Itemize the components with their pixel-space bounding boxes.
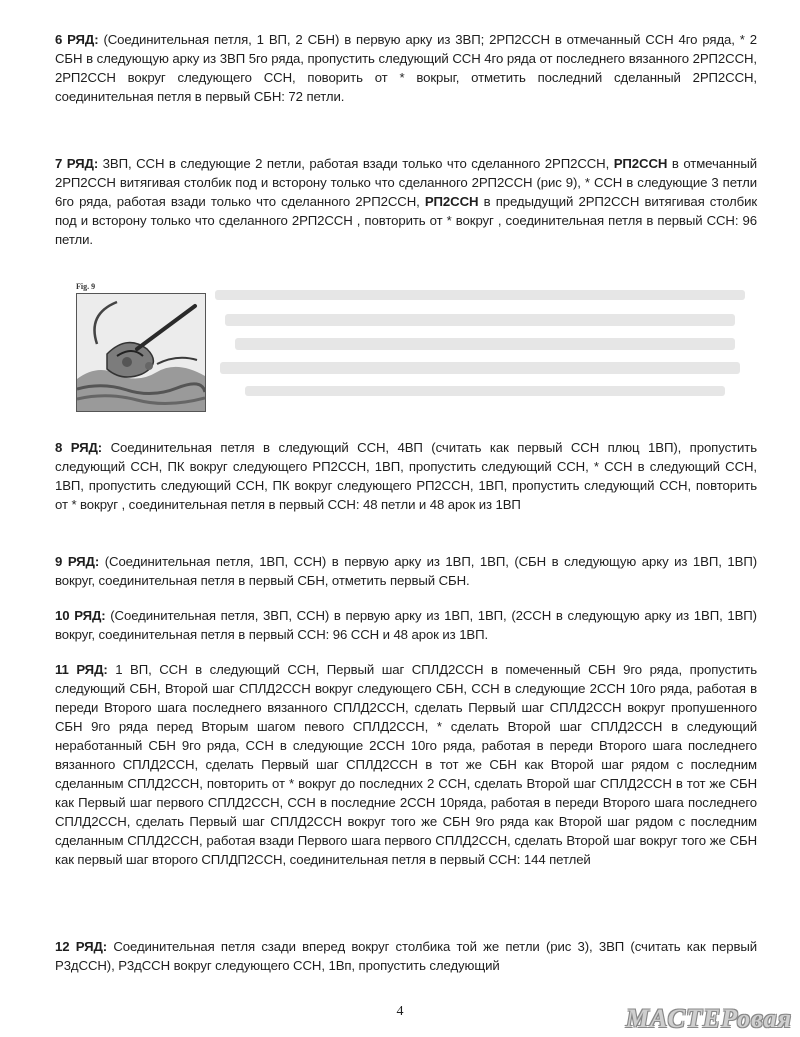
row-9-heading: 9 РЯД: [55, 554, 100, 569]
row-9-text: (Соединительная петля, 1ВП, ССН) в первую арку из 1ВП, 1ВП, (СБН в следующую арку из 1ВП, 1ВП) вокруг, соединительная петля в первый СБН, отметить первый СБН. [55, 554, 757, 588]
row-12-text: Соединительная петля сзади вперед вокруг столбика той же петли (рис 3), 3ВП (считать как первый Р3дССН), Р3дССН вокруг следующего ССН, 1Вп, пропустить следующий [55, 939, 757, 973]
watermark-logo: МАСТЕРовая [625, 1004, 792, 1033]
row-11-heading: 11 РЯД: [55, 662, 108, 677]
row-10-heading: 10 РЯД: [55, 608, 106, 623]
row-8-heading: 8 РЯД: [55, 440, 103, 455]
row-12-paragraph [55, 937, 757, 975]
row-7-text-c: в предыдущий 2РП2ССН витягивая столбик под и всторону только что сделанного 2РП2ССН , повторить от * вокруг , соединительная петля в первый ССН: 96 петли. [55, 194, 757, 247]
page-number: 4 [396, 1004, 404, 1019]
row-7-bold-b: РП2ССН [424, 194, 479, 209]
row-8-paragraph [55, 438, 757, 514]
row-7-text-b: в отмечанный 2РП2ССН витягивая столбик под и всторону только что сделанного 2РП2ССН (рис 9), * ССН в следующие 3 петли 6го ряда, работая взади только что сделанного 2РП2ССН, [55, 156, 757, 209]
row-8-text: Соединительная петля в следующий ССН, 4ВП (считать как первый ССН плюц 1ВП), пропустить следующий ССН, ПК вокруг следующего РП2ССН, 1ВП, пропустить следующий ССН, * ССН в следующий ССН, 1ВП, пропустить следующий ССН, ПК вокруг следующего РП2ССН, 1ВП, пропустить следующий ССН, повторить от * вокруг , соединительная петля в первый ССН: 48 петли и 48 арок из 1ВП [55, 440, 757, 512]
figure-label: Fig. 9 [76, 282, 96, 291]
row-12-heading: 12 РЯД: [55, 939, 108, 954]
figure-9-illustration [76, 293, 206, 412]
row-10-text: (Соединительная петля, 3ВП, ССН) в первую арку из 1ВП, 1ВП, (2ССН в следующую арку из 1ВП, 1ВП) вокруг, соединительная петля в первый ССН: 96 ССН и 48 арок из 1ВП. [55, 608, 757, 642]
row-11-text: 1 ВП, ССН в следующий ССН, Первый шаг СПЛД2ССН в помеченный СБН 9го ряда, пропустить следующий СБН, Второй шаг СПЛД2ССН вокруг следующего СБН, ССН в следующие 2ССН 10го ряда, работая в переди Второго шага последнего вязанного СПЛД2ССН, сделать Первый шаг СПЛД2ССН вокруг пропушенного СБН 9го ряда перед Вторым шагом певого СПЛД2ССН, * сделать Второй шаг СПЛД2ССН в следующий неработанный СБН 9го ряда, ССН в следующие 2ССН 10го ряда, работая в переди Второго шага последнего вязанного СПЛД2ССН, сделать Первый шаг СПЛД2ССН в тот же СБН как Второй шаг рядом с последним сделанным СПЛД2ССН, повторить от * вокруг до последних 2 ССН, сделать Второй шаг СПЛД2ССН в тот же СБН как Первый шаг первого СПЛД2ССН, ССН в последние 2ССН 10ряда, работая в переди Второго шага последнего СПЛД2ССН, сделать Первый шаг СПЛД2ССН вокруг того же СБН 9го ряда как Второй шаг рядом с последним сделанным СПЛД2ССН, работая взади Первого шага первого СПЛД2ССН, сделать Второй шаг вокруг того же СБН как первый шаг второго СПЛДП2ССН, соединительная петля в первый ССН: 144 петлей [55, 662, 757, 867]
row-6-text: (Соединительная петля, 1 ВП, 2 СБН) в первую арку из 3ВП; 2РП2ССН в отмечанный ССН 4го ряда, * 2 СБН в следующую арку из 3ВП 5го ряда, пропустить следующий ССН 4го ряда от последнего вязанного 2РП2ССН, 2РП2ССН вокруг следующего ССН, поворить от * вокрыг, отметить последний сделанный 2РП2ССН, соединительная петля в первый СБН: 72 петли. [55, 32, 757, 104]
row-11-paragraph [55, 660, 757, 869]
row-7-text-a: 3ВП, ССН в следующие 2 петли, работая взади только что сделанного 2РП2ССН, [98, 156, 614, 171]
row-7-paragraph [55, 154, 757, 249]
crochet-hook-illustration [77, 294, 205, 411]
row-9-paragraph [55, 552, 757, 590]
row-10-paragraph [55, 606, 757, 644]
figure-9 [76, 282, 208, 412]
row-6-heading: 6 РЯД: [55, 32, 99, 47]
row-7-heading: 7 РЯД: [55, 156, 99, 171]
bleed-through-shadow [215, 286, 755, 406]
row-7-bold-a: РП2ССН [613, 156, 668, 171]
row-6-paragraph [55, 30, 757, 106]
